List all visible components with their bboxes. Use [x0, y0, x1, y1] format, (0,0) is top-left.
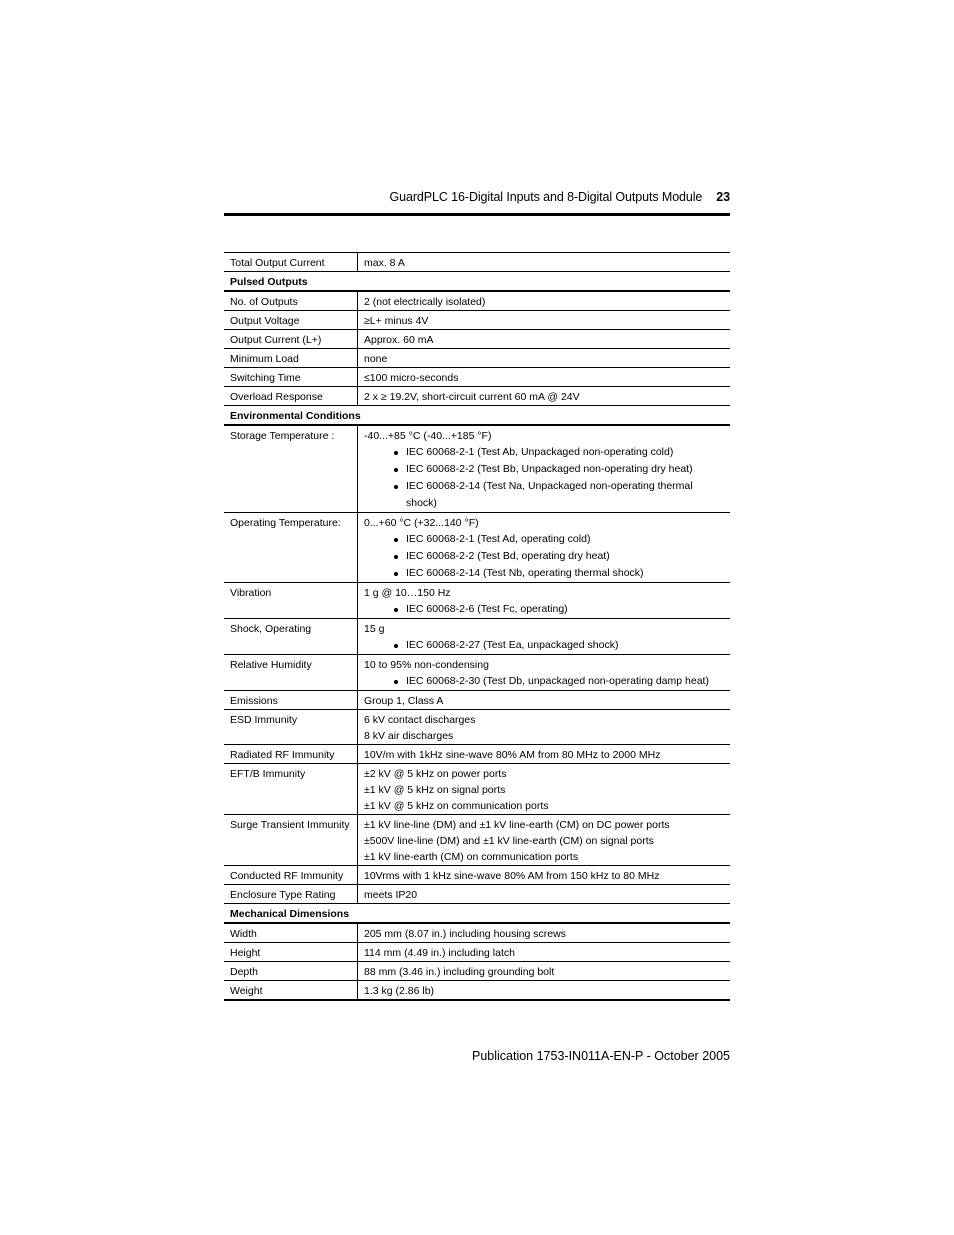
spec-label: Total Output Current	[224, 253, 358, 271]
table-row	[224, 745, 730, 764]
test-standard-item	[364, 548, 724, 565]
test-standard-list	[364, 637, 724, 654]
bullet-icon	[394, 608, 398, 612]
spec-value-line: 10V/m with 1kHz sine-wave 80% AM from 80 MHz to 2000 MHz	[364, 749, 661, 761]
table-row	[224, 885, 730, 904]
table-row	[224, 253, 730, 272]
spec-value-line: ≥L+ minus 4V	[364, 315, 429, 327]
spec-value-line: Group 1, Class A	[364, 695, 444, 707]
test-standard-text: IEC 60068-2-2 (Test Bd, operating dry heat)	[406, 550, 610, 562]
spec-value	[358, 330, 730, 348]
test-standard-text: IEC 60068-2-6 (Test Fc, operating)	[406, 603, 568, 615]
spec-value-line: ±1 kV line-line (DM) and ±1 kV line-earth (CM) on DC power ports	[364, 819, 670, 831]
test-standard-list	[364, 444, 724, 512]
spec-value	[358, 655, 730, 690]
spec-value-line: 205 mm (8.07 in.) including housing screws	[364, 928, 566, 940]
test-standard-list	[364, 531, 724, 582]
test-standard-text: IEC 60068-2-30 (Test Db, unpackaged non-operating damp heat)	[406, 675, 709, 687]
spec-value	[358, 745, 730, 763]
spec-label: Relative Humidity	[224, 655, 358, 690]
spec-value	[358, 691, 730, 709]
table-row	[224, 710, 730, 745]
page-number: 23	[716, 190, 730, 204]
spec-value-line: max. 8 A	[364, 257, 405, 269]
bullet-icon	[394, 572, 398, 576]
table-row	[224, 943, 730, 962]
spec-value-line: ±500V line-line (DM) and ±1 kV line-earth (CM) on signal ports	[364, 835, 654, 847]
test-standard-item	[364, 461, 724, 478]
table-row	[224, 962, 730, 981]
spec-label: Operating Temperature:	[224, 513, 358, 582]
spec-value-line: 88 mm (3.46 in.) including grounding bolt	[364, 966, 555, 978]
spec-value	[358, 924, 730, 942]
spec-label: Emissions	[224, 691, 358, 709]
spec-label: Storage Temperature :	[224, 426, 358, 512]
test-standard-item	[364, 531, 724, 548]
spec-label: Conducted RF Immunity	[224, 866, 358, 884]
spec-label: Overload Response	[224, 387, 358, 405]
spec-label: Depth	[224, 962, 358, 980]
spec-value-line: 10 to 95% non-condensing	[364, 659, 489, 671]
spec-label: EFT/B Immunity	[224, 764, 358, 814]
test-standard-list	[364, 673, 724, 690]
spec-value-line: ±1 kV @ 5 kHz on communication ports	[364, 800, 549, 812]
spec-value	[358, 349, 730, 367]
spec-value	[358, 619, 730, 654]
spec-label: Shock, Operating	[224, 619, 358, 654]
bullet-icon	[394, 680, 398, 684]
spec-value-line: 8 kV air discharges	[364, 730, 454, 742]
spec-value-line: Approx. 60 mA	[364, 334, 434, 346]
table-row	[224, 924, 730, 943]
section-title: Mechanical Dimensions	[230, 908, 350, 920]
test-standard-item	[364, 565, 724, 582]
spec-value	[358, 513, 730, 582]
spec-value-line: ±1 kV @ 5 kHz on signal ports	[364, 784, 506, 796]
header-rule	[224, 213, 730, 216]
spec-label: Weight	[224, 981, 358, 999]
test-standard-text: IEC 60068-2-14 (Test Nb, operating thermal shock)	[406, 567, 644, 579]
specifications-table	[224, 252, 730, 1001]
table-row	[224, 349, 730, 368]
table-row	[224, 619, 730, 655]
test-standard-text: IEC 60068-2-2 (Test Bb, Unpackaged non-operating dry heat)	[406, 463, 693, 475]
spec-value	[358, 885, 730, 903]
spec-label: Vibration	[224, 583, 358, 618]
bullet-icon	[394, 468, 398, 472]
spec-label: ESD Immunity	[224, 710, 358, 744]
spec-value-line: 2 x ≥ 19.2V, short-circuit current 60 mA @ 24V	[364, 391, 580, 403]
bullet-icon	[394, 644, 398, 648]
test-standard-item	[364, 601, 724, 618]
spec-value	[358, 764, 730, 814]
spec-value	[358, 815, 730, 865]
spec-value-line: 15 g	[364, 623, 385, 635]
table-row	[224, 513, 730, 583]
test-standard-text: IEC 60068-2-27 (Test Ea, unpackaged shock)	[406, 639, 619, 651]
spec-value-line: -40...+85 °C (-40...+185 °F)	[364, 430, 492, 442]
section-row	[224, 406, 730, 426]
spec-label: Width	[224, 924, 358, 942]
spec-value-line: 114 mm (4.49 in.) including latch	[364, 947, 515, 959]
spec-value-line: 1.3 kg (2.86 lb)	[364, 985, 435, 997]
spec-label: Height	[224, 943, 358, 961]
test-standard-text: IEC 60068-2-1 (Test Ad, operating cold)	[406, 533, 591, 545]
spec-value	[358, 426, 730, 512]
test-standard-item	[364, 637, 724, 654]
spec-value-line: ±1 kV line-earth (CM) on communication ports	[364, 851, 579, 863]
test-standard-text: IEC 60068-2-1 (Test Ab, Unpackaged non-operating cold)	[406, 446, 674, 458]
spec-value	[358, 981, 730, 999]
table-row	[224, 691, 730, 710]
section-title: Pulsed Outputs	[230, 276, 308, 288]
running-header	[224, 190, 730, 212]
section-row	[224, 904, 730, 924]
spec-value	[358, 292, 730, 310]
section-title: Environmental Conditions	[230, 410, 361, 422]
bullet-icon	[394, 555, 398, 559]
bullet-icon	[394, 538, 398, 542]
spec-value	[358, 253, 730, 271]
spec-label: Output Current (L+)	[224, 330, 358, 348]
spec-value	[358, 583, 730, 618]
spec-value-line: 6 kV contact discharges	[364, 714, 476, 726]
spec-label: Enclosure Type Rating	[224, 885, 358, 903]
table-row	[224, 368, 730, 387]
spec-label: Output Voltage	[224, 311, 358, 329]
spec-label: Minimum Load	[224, 349, 358, 367]
spec-label: No. of Outputs	[224, 292, 358, 310]
spec-value-line: none	[364, 353, 388, 365]
test-standard-item	[364, 444, 724, 461]
spec-label: Switching Time	[224, 368, 358, 386]
spec-value-line: 1 g @ 10…150 Hz	[364, 587, 451, 599]
test-standard-text: IEC 60068-2-14 (Test Na, Unpackaged non-operating thermal shock)	[406, 480, 693, 509]
spec-value-line: ±2 kV @ 5 kHz on power ports	[364, 768, 507, 780]
header-title: GuardPLC 16-Digital Inputs and 8-Digital Outputs Module	[389, 190, 703, 204]
table-row	[224, 655, 730, 691]
spec-value	[358, 368, 730, 386]
table-row	[224, 426, 730, 513]
table-row	[224, 292, 730, 311]
spec-value	[358, 710, 730, 744]
test-standard-item	[364, 673, 724, 690]
spec-label: Surge Transient Immunity	[224, 815, 358, 865]
spec-value	[358, 387, 730, 405]
table-row	[224, 330, 730, 349]
spec-value-line: 2 (not electrically isolated)	[364, 296, 486, 308]
spec-value	[358, 866, 730, 884]
spec-value	[358, 311, 730, 329]
table-row	[224, 866, 730, 885]
test-standard-item	[364, 478, 724, 512]
spec-label: Radiated RF Immunity	[224, 745, 358, 763]
table-row	[224, 311, 730, 330]
section-row	[224, 272, 730, 292]
test-standard-list	[364, 601, 724, 618]
publication-footer: Publication 1753-IN011A-EN-P - October 2005	[471, 1049, 730, 1063]
spec-value-line: 10Vrms with 1 kHz sine-wave 80% AM from 150 kHz to 80 MHz	[364, 870, 660, 882]
spec-value-line: meets IP20	[364, 889, 418, 901]
table-row	[224, 815, 730, 866]
table-row	[224, 387, 730, 406]
spec-value-line: ≤100 micro-seconds	[364, 372, 459, 384]
table-row	[224, 764, 730, 815]
table-row	[224, 583, 730, 619]
spec-value-line: 0...+60 °C (+32...140 °F)	[364, 517, 479, 529]
spec-value	[358, 962, 730, 980]
bullet-icon	[394, 451, 398, 455]
spec-value	[358, 943, 730, 961]
table-row	[224, 981, 730, 1001]
bullet-icon	[394, 485, 398, 489]
